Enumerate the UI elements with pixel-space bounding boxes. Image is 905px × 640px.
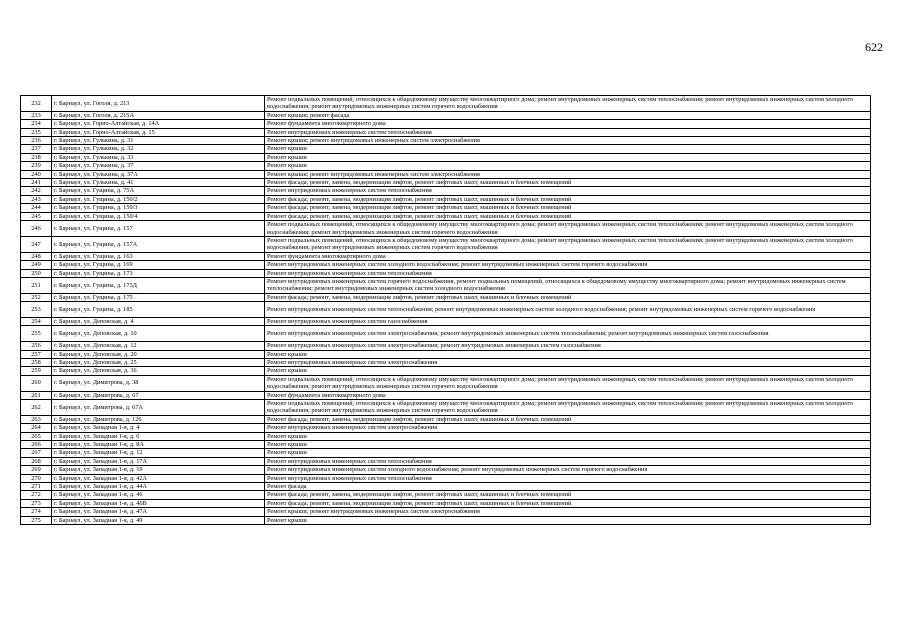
row-number-cell: 267 [21,449,52,457]
table-row [21,326,871,342]
row-number-cell: 251 [21,277,52,293]
work-type-cell: Ремонт крыши [265,441,871,449]
work-type-cell: Ремонт крыши [265,350,871,358]
table-row [21,499,871,507]
row-number-cell: 270 [21,474,52,482]
work-type-cell: Ремонт подвальных помещений, относящихся к общедомовому имуществу многоквартирного дома; ремонт внутридомовых инженерных систем теплоснабжения; ремонт внутридомовых инженерных систем холодного водоснабжения; ремонт внутридомовых инженерных систем горячего водоснабжения [265,236,871,252]
row-number-cell: 256 [21,342,52,350]
row-number-cell: 243 [21,195,52,203]
work-type-cell: Ремонт внутридомовых инженерных систем электроснабжения [265,358,871,366]
row-number-cell: 262 [21,400,52,416]
work-type-cell: Ремонт подвальных помещений, относящихся к общедомовому имуществу многоквартирного дома; ремонт внутридомовых инженерных систем теплоснабжения; ремонт внутридомовых инженерных систем холодного водоснабжения; ремонт внутридомовых инженерных систем горячего водоснабжения [265,221,871,237]
address-cell: г. Барнаул, ул. Гущина, д. 173Д [52,277,265,293]
row-number-cell: 236 [21,137,52,145]
table-row [21,449,871,457]
row-number-cell: 263 [21,415,52,423]
work-type-cell: Ремонт фасада [265,483,871,491]
work-type-cell: Ремонт внутридомовых инженерных систем электроснабжения; ремонт внутридомовых инженерных систем газоснабжения [265,342,871,350]
work-type-cell: Ремонт крыши [265,432,871,440]
registry-table-body [21,96,871,525]
address-cell: г. Барнаул, ул. Западная 1-я, д. 46В [52,499,265,507]
address-cell: г. Барнаул, ул. Димитрова, д. 126 [52,415,265,423]
address-cell: г. Барнаул, ул. Гулькина, д. 32 [52,145,265,153]
address-cell: г. Барнаул, ул. Горно-Алтайская, д. 14А [52,120,265,128]
address-cell: г. Барнаул, ул. Гоголя, д. 215А [52,111,265,119]
row-number-cell: 271 [21,483,52,491]
address-cell: г. Барнаул, ул. Гулькина, д. 37А [52,170,265,178]
work-type-cell: Ремонт внутридомовых инженерных систем электроснабжения; ремонт внутридомовых инженерных систем теплоснабжения; ремонт внутридомовых инженерных систем газоснабжения [265,326,871,342]
table-row [21,474,871,482]
table-row [21,252,871,260]
table-row [21,221,871,237]
address-cell: г. Барнаул, ул. Западная 1-я, д. 44А [52,483,265,491]
table-row [21,170,871,178]
address-cell: г. Барнаул, ул. Гущина, д. 75А [52,187,265,195]
address-cell: г. Барнаул, ул. Гущина, д. 150/4 [52,212,265,220]
table-row [21,145,871,153]
row-number-cell: 269 [21,466,52,474]
row-number-cell: 233 [21,111,52,119]
work-type-cell: Ремонт внутридомовых инженерных систем холодного водоснабжения; ремонт внутридомовых инженерных систем горячего водоснабжения [265,261,871,269]
row-number-cell: 237 [21,145,52,153]
address-cell: г. Барнаул, ул. Западная 1-я, д. 6 [52,432,265,440]
table-row [21,457,871,465]
address-cell: г. Барнаул, ул. Гущина, д. 185 [52,302,265,318]
row-number-cell: 232 [21,96,52,112]
row-number-cell: 266 [21,441,52,449]
table-row [21,212,871,220]
address-cell: г. Барнаул, ул. Гущина, д. 169 [52,261,265,269]
work-type-cell: Ремонт фундамента многоквартирного дома [265,252,871,260]
table-row [21,128,871,136]
work-type-cell: Ремонт внутридомовых инженерных систем теплоснабжения [265,474,871,482]
table-row [21,424,871,432]
work-type-cell: Ремонт внутридомовых инженерных систем теплоснабжения [265,269,871,277]
address-cell: г. Барнаул, ул. Западная 1-я, д. 19 [52,466,265,474]
row-number-cell: 264 [21,424,52,432]
address-cell: г. Барнаул, ул. Димитрова, д. 67А [52,400,265,416]
work-type-cell: Ремонт подвальных помещений, относящихся к общедомовому имуществу многоквартирного дома; ремонт внутридомовых инженерных систем теплоснабжения; ремонт внутридомовых инженерных систем холодного водоснабжения; ремонт внутридомовых инженерных систем горячего водоснабжения [265,96,871,112]
registry-table [20,95,871,525]
table-row [21,195,871,203]
row-number-cell: 245 [21,212,52,220]
row-number-cell: 249 [21,261,52,269]
table-row [21,466,871,474]
work-type-cell: Ремонт крыши [265,516,871,524]
row-number-cell: 268 [21,457,52,465]
table-row [21,302,871,318]
table-row [21,269,871,277]
row-number-cell: 254 [21,317,52,325]
row-number-cell: 239 [21,162,52,170]
address-cell: г. Барнаул, ул. Гущина, д. 157А [52,236,265,252]
row-number-cell: 275 [21,516,52,524]
work-type-cell: Ремонт внутридомовых инженерных систем электроснабжения [265,424,871,432]
work-type-cell: Ремонт внутридомовых инженерных систем газоснабжения [265,317,871,325]
table-row [21,400,871,416]
address-cell: г. Барнаул, ул. Гущина, д. 157 [52,221,265,237]
address-cell: г. Барнаул, ул. Западная 1-я, д. 49 [52,516,265,524]
work-type-cell: Ремонт внутридомовых инженерных систем теплоснабжения [265,457,871,465]
work-type-cell: Ремонт крыши; ремонт внутридомовых инженерных систем электроснабжения [265,137,871,145]
address-cell: г. Барнаул, ул. Гулькина, д. 41 [52,179,265,187]
work-type-cell: Ремонт крыши; ремонт фасада [265,111,871,119]
work-type-cell: Ремонт крыши [265,162,871,170]
row-number-cell: 273 [21,499,52,507]
address-cell: г. Барнаул, ул. Гущина, д. 150/2 [52,195,265,203]
work-type-cell: Ремонт фасада; ремонт, замена, модернизация лифтов, ремонт лифтовых шахт, машинных и блочных помещений [265,293,871,301]
work-type-cell: Ремонт фасада; ремонт, замена, модернизация лифтов, ремонт лифтовых шахт, машинных и блочных помещений [265,212,871,220]
row-number-cell: 259 [21,367,52,375]
row-number-cell: 248 [21,252,52,260]
table-row [21,508,871,516]
address-cell: г. Барнаул, ул. Деповская, д. 20 [52,350,265,358]
table-row [21,483,871,491]
address-cell: г. Барнаул, ул. Горно-Алтайская, д. 15 [52,128,265,136]
table-row [21,516,871,524]
work-type-cell: Ремонт внутридомовых инженерных систем холодного водоснабжения; ремонт внутридомовых инженерных систем горячего водоснабжения [265,466,871,474]
address-cell: г. Барнаул, ул. Гоголя, д. 213 [52,96,265,112]
table-row [21,277,871,293]
table-row [21,293,871,301]
table-row [21,432,871,440]
table-row [21,375,871,391]
table-row [21,261,871,269]
work-type-cell: Ремонт фундамента многоквартирного дома [265,391,871,399]
row-number-cell: 257 [21,350,52,358]
address-cell: г. Барнаул, ул. Гулькина, д. 33 [52,153,265,161]
work-type-cell: Ремонт крыши [265,367,871,375]
page-number: 622 [865,40,883,54]
address-cell: г. Барнаул, ул. Западная 1-я, д. 12 [52,449,265,457]
table-row [21,391,871,399]
address-cell: г. Барнаул, ул. Деповская, д. 25 [52,358,265,366]
address-cell: г. Барнаул, ул. Западная 1-я, д. 42А [52,474,265,482]
table-row [21,491,871,499]
work-type-cell: Ремонт фасада; ремонт, замена, модернизация лифтов, ремонт лифтовых шахт, машинных и блочных помещений [265,499,871,507]
address-cell: г. Барнаул, ул. Деповская, д. 10 [52,326,265,342]
address-cell: г. Барнаул, ул. Деповская, д. 4 [52,317,265,325]
address-cell: г. Барнаул, ул. Западная 1-я, д. 4 [52,424,265,432]
table-row [21,350,871,358]
table-row [21,367,871,375]
work-type-cell: Ремонт фундамента многоквартирного дома [265,120,871,128]
table-row [21,111,871,119]
row-number-cell: 253 [21,302,52,318]
address-cell: г. Барнаул, ул. Деповская, д. 36 [52,367,265,375]
table-row [21,153,871,161]
address-cell: г. Барнаул, ул. Гущина, д. 175 [52,293,265,301]
address-cell: г. Барнаул, ул. Гущина, д. 163 [52,252,265,260]
address-cell: г. Барнаул, ул. Димитрова, д. 38 [52,375,265,391]
work-type-cell: Ремонт крыши; ремонт внутридомовых инженерных систем электроснабжения [265,508,871,516]
table-row [21,162,871,170]
row-number-cell: 242 [21,187,52,195]
work-type-cell: Ремонт фасада; ремонт, замена, модернизация лифтов, ремонт лифтовых шахт, машинных и блочных помещений [265,179,871,187]
row-number-cell: 272 [21,491,52,499]
work-type-cell: Ремонт фасада; ремонт, замена, модернизация лифтов, ремонт лифтовых шахт, машинных и блочных помещений [265,491,871,499]
work-type-cell: Ремонт внутридомовых инженерных систем горячего водоснабжения, ремонт подвальных помещений, относящихся к общедомовому имуществу многоквартирного дома; ремонт внутридомовых инженерных систем теплоснабжения; ремонт внутридомовых инженерных систем холодного водоснабжения [265,277,871,293]
work-type-cell: Ремонт подвальных помещений, относящихся к общедомовому имуществу многоквартирного дома; ремонт внутридомовых инженерных систем теплоснабжения; ремонт внутридомовых инженерных систем холодного водоснабжения; ремонт внутридомовых инженерных систем горячего водоснабжения [265,375,871,391]
address-cell: г. Барнаул, ул. Гулькина, д. 31 [52,137,265,145]
row-number-cell: 261 [21,391,52,399]
address-cell: г. Барнаул, ул. Гущина, д. 150/3 [52,204,265,212]
address-cell: г. Барнаул, ул. Западная 1-я, д. 8А [52,441,265,449]
table-row [21,441,871,449]
work-type-cell: Ремонт фасада; ремонт, замена, модернизация лифтов, ремонт лифтовых шахт, машинных и блочных помещений [265,415,871,423]
work-type-cell: Ремонт внутридомовых инженерных систем теплоснабжения; ремонт внутридомовых инженерных систем холодного водоснабжения; ремонт внутридомовых инженерных систем горячего водоснабжения [265,302,871,318]
row-number-cell: 246 [21,221,52,237]
row-number-cell: 252 [21,293,52,301]
row-number-cell: 241 [21,179,52,187]
row-number-cell: 234 [21,120,52,128]
row-number-cell: 247 [21,236,52,252]
table-row [21,120,871,128]
row-number-cell: 238 [21,153,52,161]
work-type-cell: Ремонт крыши; ремонт внутридомовых инженерных систем электроснабжения [265,170,871,178]
row-number-cell: 255 [21,326,52,342]
work-type-cell: Ремонт подвальных помещений, относящихся к общедомовому имуществу многоквартирного дома; ремонт внутридомовых инженерных систем теплоснабжения; ремонт внутридомовых инженерных систем холодного водоснабжения; ремонт внутридомовых инженерных систем горячего водоснабжения [265,400,871,416]
address-cell: г. Барнаул, ул. Гулькина, д. 37 [52,162,265,170]
table-row [21,187,871,195]
address-cell: г. Барнаул, ул. Деповская, д. 12 [52,342,265,350]
work-type-cell: Ремонт крыши [265,153,871,161]
row-number-cell: 274 [21,508,52,516]
row-number-cell: 260 [21,375,52,391]
table-row [21,415,871,423]
address-cell: г. Барнаул, ул. Западная 1-я, д. 47А [52,508,265,516]
table-row [21,358,871,366]
address-cell: г. Барнаул, ул. Западная 1-я, д. 17А [52,457,265,465]
row-number-cell: 240 [21,170,52,178]
work-type-cell: Ремонт крыши [265,449,871,457]
work-type-cell: Ремонт внутридомовых инженерных систем теплоснабжения [265,187,871,195]
work-type-cell: Ремонт фасада; ремонт, замена, модернизация лифтов, ремонт лифтовых шахт, машинных и блочных помещений [265,204,871,212]
table-row [21,317,871,325]
address-cell: г. Барнаул, ул. Западная 1-я, д. 46 [52,491,265,499]
row-number-cell: 244 [21,204,52,212]
table-row [21,137,871,145]
row-number-cell: 258 [21,358,52,366]
address-cell: г. Барнаул, ул. Димитрова, д. 67 [52,391,265,399]
table-row [21,204,871,212]
table-row [21,342,871,350]
row-number-cell: 235 [21,128,52,136]
row-number-cell: 265 [21,432,52,440]
table-row [21,236,871,252]
work-type-cell: Ремонт крыши [265,145,871,153]
work-type-cell: Ремонт внутридомовых инженерных систем теплоснабжения [265,128,871,136]
row-number-cell: 250 [21,269,52,277]
address-cell: г. Барнаул, ул. Гущина, д. 173 [52,269,265,277]
table-row [21,96,871,112]
work-type-cell: Ремонт фасада; ремонт, замена, модернизация лифтов, ремонт лифтовых шахт, машинных и блочных помещений [265,195,871,203]
table-row [21,179,871,187]
